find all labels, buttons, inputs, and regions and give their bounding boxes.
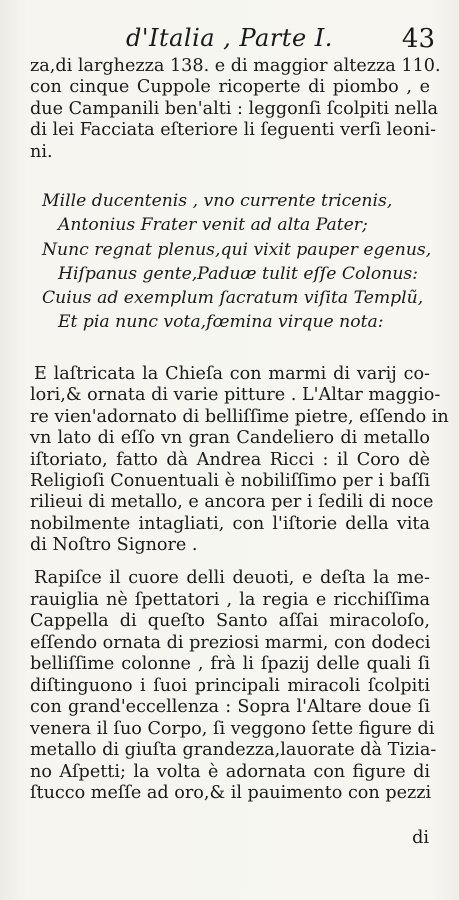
text-line: di lei Facciata eſteriore li ſeguenti verſi leoni- <box>30 120 437 141</box>
verse-line: Mille ducentenis , vno currente tricenis, <box>42 191 393 211</box>
text-line: re vien'adornato di belliſſime pietre, eſſendo in <box>30 406 449 427</box>
text-line: rauiglia nè ſpettatori , la regia e ricchiſſima <box>30 589 430 610</box>
text-line: belliſſime colonne , frà li ſpazij delle quali ſi <box>30 654 430 674</box>
text-line: rilieui di metallo, e ancora per i ſedili di noce <box>30 492 434 513</box>
text-line: E laſtricata la Chieſa con marmi di varij co- <box>34 364 430 384</box>
text-line: Rapiſce il cuore delli deuoti, e deſta la me- <box>34 568 430 588</box>
text-line: Religioſi Conuentuali è nobiliſſimo per i baſſi <box>30 471 430 492</box>
text-line: con cinque Cuppole ricoperte di piombo , e <box>30 77 430 98</box>
page-number: 43 <box>401 24 435 54</box>
text-line: lori,& ornata di varie pitture . L'Altar maggio- <box>30 385 441 406</box>
text-line: vn lato di eſſo vn gran Candeliero di metallo <box>30 428 430 449</box>
text-line: diſtinguono i ſuoi principali miracoli ſcolpiti <box>30 675 430 696</box>
verse-line: Antonius Frater venit ad alta Pater; <box>58 215 368 236</box>
leonine-verses <box>42 189 432 335</box>
running-title: d'Italia , Parte I. <box>126 24 333 52</box>
text-line: iſtoriato, fatto dà Andrea Ricci : il Coro dè <box>30 449 430 470</box>
text-line: nobilmente intagliati, con l'iſtorie della vita <box>30 513 430 534</box>
text-line: ni. <box>30 141 53 162</box>
verse-line: Et pia nunc vota,fœmina virque nota: <box>58 312 384 333</box>
verse-line: Nunc regnat plenus,qui vixit pauper egenus, <box>42 239 432 260</box>
verse-line: Cuius ad exemplum ſacratum viſita Templũ, <box>42 288 424 309</box>
paragraph-3 <box>30 568 437 805</box>
text-line: venera il ſuo Corpo, ſi veggono ſette figure di <box>30 718 435 739</box>
text-line: ſtucco meſſe ad oro,& il pauimento con pezzi <box>30 783 432 803</box>
verse-line: Hiſpanus gente,Paduæ tulit eſſe Colonus: <box>58 263 418 284</box>
text-line: metallo di giuſta grandezza,lauorate dà Tizia- <box>30 740 437 760</box>
paragraph-1 <box>30 56 441 163</box>
catchword: di <box>412 828 429 848</box>
text-line: za,di larghezza 138. e di maggior altezza 110. <box>30 56 441 76</box>
text-line: di Noſtro Signore . <box>30 535 198 556</box>
text-line: con grand'eccellenza : Sopra l'Altare doue ſi <box>30 697 430 717</box>
text-line: eſſendo ornata di preziosi marmi, con dodeci <box>30 632 431 653</box>
paragraph-2 <box>30 364 449 557</box>
page-header <box>34 22 437 56</box>
text-line: Cappella di queſto Santo aſſai miracoloſo, <box>30 611 430 631</box>
text-line: no Aſpetti; la volta è adornata con figure di <box>30 761 430 782</box>
text-line: due Campanili ben'alti : leggonſi ſcolpiti nella <box>30 98 439 119</box>
